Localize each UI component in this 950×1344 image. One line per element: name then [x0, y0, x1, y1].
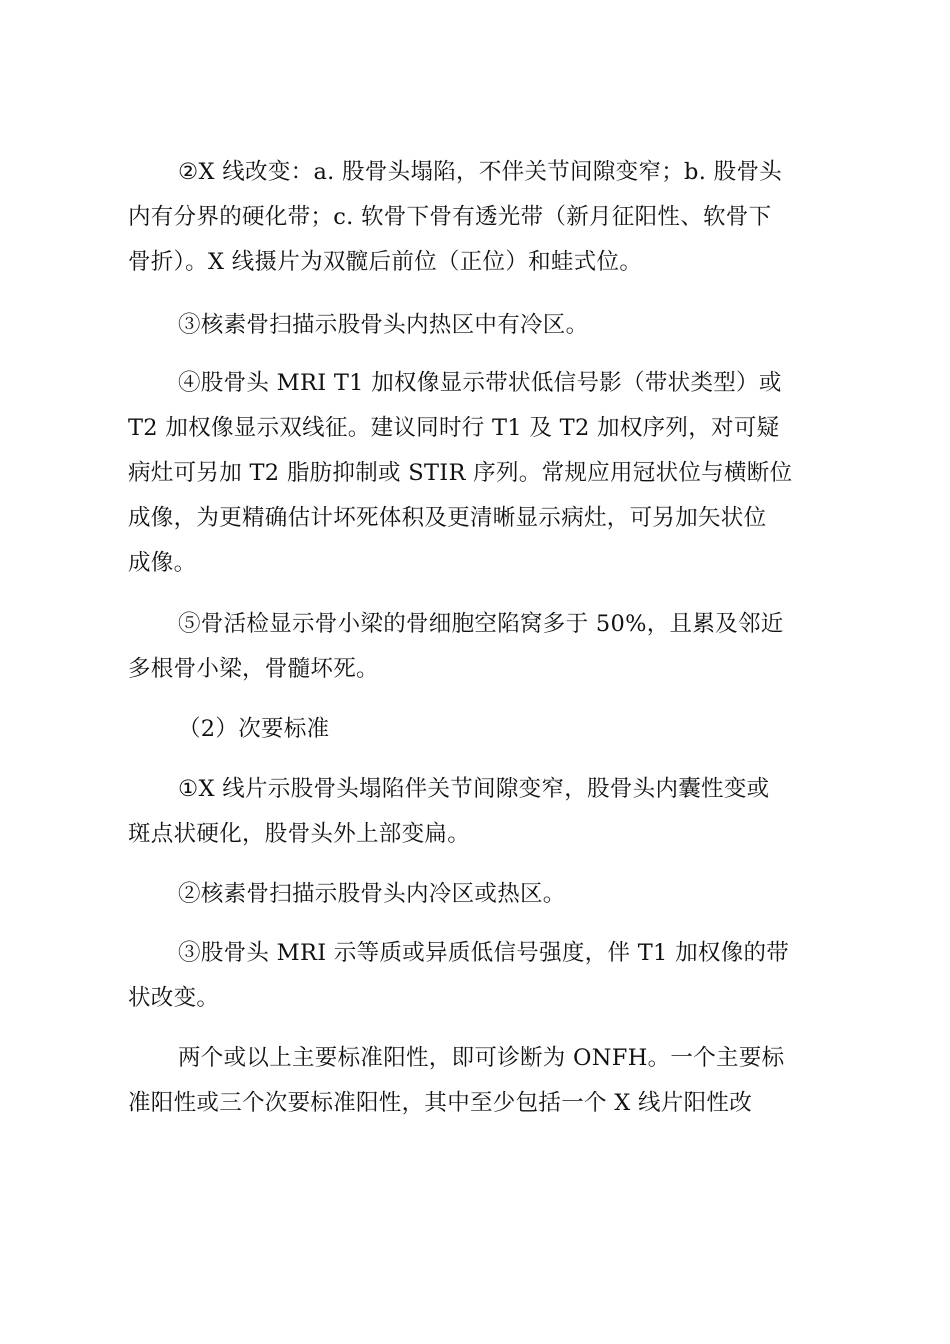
paragraph-3-line-4: 成像，为更精确估计坏死体积及更清晰显示病灶，可另加矢状位	[128, 505, 767, 531]
paragraph-3-line-3: 病灶可另加 T2 脂肪抑制或 STIR 序列。常规应用冠状位与横断位	[128, 460, 793, 486]
paragraph-3-line-2: T2 加权像显示双线征。建议同时行 T1 及 T2 加权序列，对可疑	[128, 415, 780, 441]
paragraph-5-heading: （2）次要标准	[178, 716, 330, 742]
paragraph-3-line-1: ④股骨头 MRI T1 加权像显示带状低信号影（带状类型）或	[178, 370, 782, 396]
paragraph-6-line-1: ①X 线片示股骨头塌陷伴关节间隙变窄，股骨头内囊性变或	[178, 776, 770, 802]
paragraph-2-line-1: ③核素骨扫描示股骨头内热区中有冷区。	[178, 312, 589, 338]
paragraph-6-line-2: 斑点状硬化，股骨头外上部变扁。	[128, 821, 471, 847]
paragraph-1-line-2: 内有分界的硬化带；c. 软骨下骨有透光带（新月征阳性、软骨下	[128, 204, 772, 230]
paragraph-9-line-2: 准阳性或三个次要标准阳性，其中至少包括一个 X 线片阳性改	[128, 1090, 753, 1116]
paragraph-1-line-3: 骨折）。X 线摄片为双髋后前位（正位）和蛙式位。	[128, 249, 643, 275]
paragraph-4-line-1: ⑤骨活检显示骨小梁的骨细胞空陷窝多于 50%，且累及邻近	[178, 611, 784, 637]
paragraph-1-line-1: ②X 线改变：a. 股骨头塌陷，不伴关节间隙变窄；b. 股骨头	[178, 159, 783, 185]
paragraph-8-line-2: 状改变。	[128, 985, 220, 1011]
paragraph-9-line-1: 两个或以上主要标准阳性，即可诊断为 ONFH。一个主要标	[178, 1045, 785, 1071]
paragraph-7-line-1: ②核素骨扫描示股骨头内冷区或热区。	[178, 881, 566, 907]
paragraph-4-line-2: 多根骨小梁，骨髓坏死。	[128, 656, 379, 682]
paragraph-3-line-5: 成像。	[128, 550, 197, 576]
paragraph-8-line-1: ③股骨头 MRI 示等质或异质低信号强度，伴 T1 加权像的带	[178, 940, 790, 966]
